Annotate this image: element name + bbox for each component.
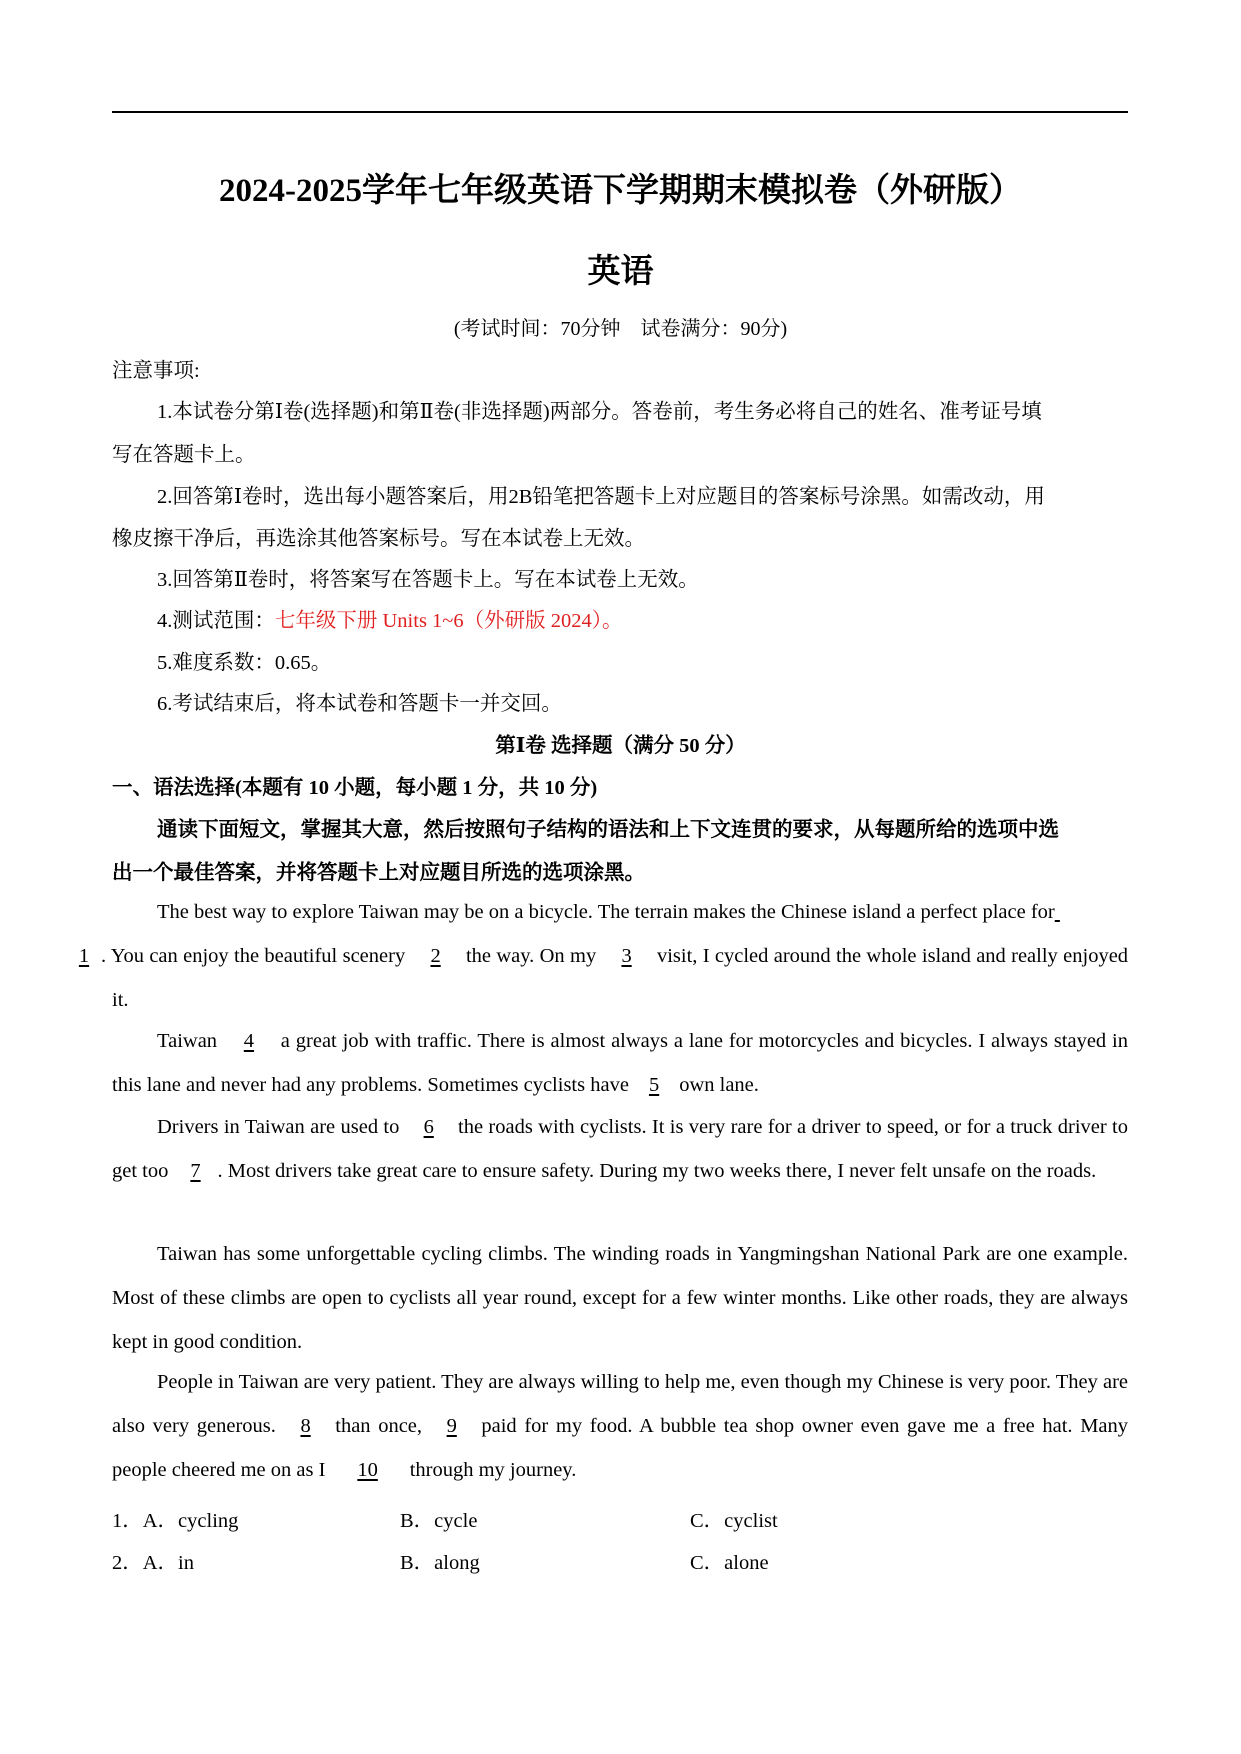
question-1-option-a: 1．A．cycling	[112, 1510, 239, 1532]
exam-info: (考试时间：70分钟 试卷满分：90分)	[453, 318, 788, 340]
question-2-option-c: C．alone	[690, 1552, 769, 1574]
note-item-5: 5.难度系数：0.65。	[157, 652, 332, 674]
blank-9: 9	[446, 1415, 457, 1437]
passage-text: visit, I cycled around the whole island and really enjoyed it.	[112, 945, 1129, 1011]
note-item-1-cont: 写在答题卡上。	[112, 444, 256, 466]
note-item-6: 6.考试结束后，将本试卷和答题卡一并交回。	[157, 693, 562, 715]
passage-paragraph-1	[78, 890, 1129, 1022]
blank-4: 4	[243, 1030, 255, 1052]
passage-paragraph-4: Taiwan has some unforgettable cycling climbs. The winding roads in Yangmingshan National Park are one example. Most of these climbs are open to cyclists all year round, except for a few winter months. Like other roads, they are always kept in good condition.	[112, 1243, 1128, 1353]
notes-heading: 注意事项:	[112, 360, 200, 382]
instruction-line-2: 出一个最佳答案，并将答题卡上对应题目所选的选项涂黑。	[112, 862, 645, 884]
note-item-4-prefix: 4.测试范围：	[157, 610, 275, 632]
passage-paragraph-5	[112, 1360, 1128, 1492]
test-range: 七年级下册 Units 1~6（外研版 2024）。	[274, 610, 623, 632]
blank-10: 10	[357, 1459, 378, 1481]
note-item-2: 2.回答第Ⅰ卷时，选出每小题答案后，用2B铅笔把答题卡上对应题目的答案标号涂黑。如需改动，用	[157, 486, 1045, 508]
note-item-4	[157, 603, 623, 633]
passage-text: a great job with traffic. There is almost always a lane for motorcycles and bicycles. I always stayed in this lane and never had any problems. Sometimes cyclists have	[112, 1030, 1129, 1096]
passage-text: The best way to explore Taiwan may be on a bicycle. The terrain makes the Chinese island a perfect place for	[157, 901, 1055, 923]
note-item-3: 3.回答第Ⅱ卷时，将答案写在答题卡上。写在本试卷上无效。	[157, 569, 699, 591]
question-1-option-b: B．cycle	[400, 1510, 478, 1532]
part-heading: 一、语法选择(本题有 10 小题，每小题 1 分，共 10 分)	[112, 777, 598, 799]
passage-text: Taiwan	[157, 1030, 218, 1052]
instruction-line-1: 通读下面短文，掌握其大意，然后按照句子结构的语法和上下文连贯的要求，从每题所给的选项中选	[157, 819, 1059, 841]
passage-text: the way. On my	[465, 945, 597, 967]
blank-5: 5	[648, 1074, 660, 1096]
passage-text: paid for my food. A bubble tea shop owner even gave me a free hat. Many people cheered me on as I	[112, 1415, 1129, 1481]
passage-paragraph-2	[112, 1019, 1128, 1107]
blank-3: 3	[621, 945, 632, 967]
blank-2: 2	[430, 945, 441, 967]
passage-text: People in Taiwan are very patient. They are always willing to help me, even though my Chinese is very poor. They are also very generous.	[112, 1371, 1128, 1437]
passage-text: . Most drivers take great care to ensure safety. During my two weeks there, I never felt unsafe on the roads.	[217, 1160, 1097, 1182]
note-item-2-cont: 橡皮擦干净后，再选涂其他答案标号。写在本试卷上无效。	[112, 528, 645, 550]
page-title: 2024-2025学年七年级英语下学期期末模拟卷（外研版）	[219, 173, 1022, 209]
blank-6: 6	[423, 1116, 434, 1138]
passage-text: the roads with cyclists. It is very rare for a driver to speed, or for a truck driver to get too	[112, 1116, 1128, 1182]
passage-text: . You can enjoy the beautiful scenery	[101, 945, 406, 967]
question-1-option-c: C．cyclist	[690, 1510, 778, 1532]
note-item-1: 1.本试卷分第Ⅰ卷(选择题)和第Ⅱ卷(非选择题)两部分。答卷前，考生务必将自己的姓名、准考证号填	[157, 401, 1042, 423]
subject-title: 英语	[587, 254, 654, 290]
passage-text: through my journey.	[409, 1459, 577, 1481]
question-2-option-b: B．along	[400, 1552, 480, 1574]
passage-text: Drivers in Taiwan are used to	[157, 1116, 400, 1138]
blank-7: 7	[190, 1160, 201, 1182]
top-rule	[112, 111, 1128, 113]
passage-text: own lane.	[679, 1074, 759, 1096]
passage-paragraph-3	[112, 1105, 1128, 1193]
blank-8: 8	[300, 1415, 311, 1437]
section-heading: 第Ⅰ卷 选择题（满分 50 分）	[495, 735, 746, 757]
blank-1: 1	[78, 945, 90, 967]
question-2-option-a: 2．A．in	[112, 1552, 194, 1574]
passage-text: than once,	[335, 1415, 423, 1437]
